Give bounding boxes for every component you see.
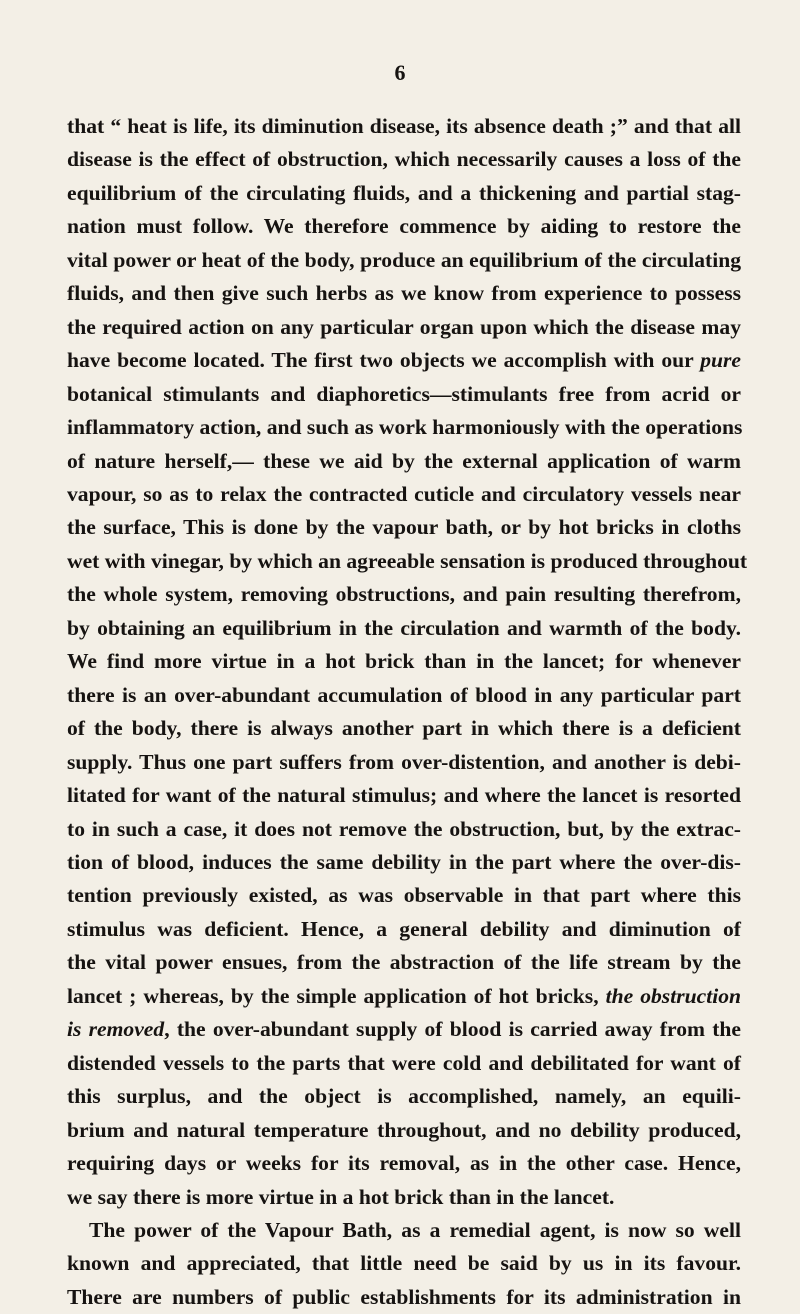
- text-line: [67, 746, 741, 779]
- text-run: equilibrium of the circulating fluids, and a thickening and partial stag-: [67, 180, 741, 205]
- text-line: [67, 1147, 741, 1180]
- text-line: [67, 1281, 741, 1314]
- text-run: the vital power ensues, from the abstraction of the life stream by the: [67, 950, 741, 975]
- text-run: brium and natural temperature throughout, and no debility produced,: [67, 1117, 741, 1142]
- page-number: 6: [394, 60, 406, 85]
- text-run: there is an over-abundant accumulation of blood in any particular part: [67, 682, 741, 707]
- text-line: [67, 210, 741, 243]
- text-run: the whole system, removing obstructions, and pain resulting therefrom,: [67, 582, 741, 607]
- text-run: The power of the Vapour Bath, as a remedial agent, is now so well: [89, 1217, 741, 1242]
- text-run: tention previously existed, as was observable in that part where this: [67, 883, 741, 908]
- text-run: stimulus was deficient. Hence, a general debility and diminution of: [67, 916, 741, 941]
- text-line: [67, 1114, 741, 1147]
- text-line: [67, 1214, 741, 1247]
- text-line: [67, 1247, 741, 1280]
- text-line: [67, 679, 741, 712]
- text-run: wet with vinegar, by which an agreeable sensation is produced throughout: [67, 548, 748, 573]
- text-line: [67, 143, 741, 176]
- text-line: [67, 879, 741, 912]
- text-line: [67, 980, 741, 1013]
- text-line: [67, 1013, 741, 1046]
- text-line: [67, 511, 741, 544]
- text-line: [67, 645, 741, 678]
- text-line: [67, 578, 741, 611]
- text-run: litated for want of the natural stimulus; and where the lancet is resorted: [67, 783, 741, 808]
- text-line: [67, 612, 741, 645]
- text-run: the surface, This is done by the vapour bath, or by hot bricks in cloths: [67, 515, 741, 540]
- text-line: [67, 712, 741, 745]
- text-line: [67, 344, 741, 377]
- text-run: of the body, there is always another part in which there is a deficient: [67, 716, 741, 741]
- text-run: to in such a case, it does not remove the obstruction, but, by the extrac-: [67, 816, 741, 841]
- text-line: [67, 311, 741, 344]
- text-line: [67, 244, 741, 277]
- text-line: [67, 545, 748, 578]
- text-run: inflammatory action, and such as work harmoniously with the operations: [67, 415, 743, 440]
- text-run: There are numbers of public establishments for its administration in: [67, 1284, 741, 1309]
- text-line: [67, 1047, 741, 1080]
- text-run: requiring days or weeks for its removal, as in the other case. Hence,: [67, 1151, 741, 1176]
- text-run: that “ heat is life, its diminution disease, its absence death ;” and that all: [67, 114, 741, 138]
- text-run: this surplus, and the object is accomplished, namely, an equili-: [67, 1084, 741, 1109]
- text-line: [67, 846, 741, 879]
- text-line: [67, 1080, 741, 1113]
- text-run: , the over-abundant supply of blood is carried away from the: [164, 1017, 741, 1042]
- text-run: We find more virtue in a hot brick than in the lancet; for whenever: [67, 649, 741, 674]
- text-run: the required action on any particular organ upon which the disease may: [67, 314, 741, 339]
- text-line: [67, 478, 741, 511]
- text-run: fluids, and then give such herbs as we know from experience to possess: [67, 281, 741, 306]
- text-line: [67, 110, 741, 143]
- italic-text: pure: [700, 348, 741, 373]
- text-run: botanical stimulants and diaphoretics—stimulants free from acrid or: [67, 381, 741, 406]
- text-line: [67, 779, 741, 812]
- text-run: lancet ; whereas, by the simple application of hot bricks,: [67, 983, 606, 1008]
- text-run: by obtaining an equilibrium in the circulation and warmth of the body.: [67, 615, 741, 640]
- text-run: have become located. The first two objects we accomplish with our: [67, 348, 701, 373]
- text-run: we say there is more virtue in a hot brick than in the lancet.: [67, 1184, 615, 1209]
- text-line: [67, 445, 741, 478]
- text-line: [67, 411, 741, 444]
- text-run: supply. Thus one part suffers from over-distention, and another is debi-: [67, 749, 741, 774]
- text-line: [67, 378, 741, 411]
- text-run: known and appreciated, that little need be said by us in its favour.: [67, 1251, 741, 1276]
- text-line: [67, 813, 741, 846]
- text-run: vapour, so as to relax the contracted cuticle and circulatory vessels near: [67, 481, 741, 506]
- text-run: nation must follow. We therefore commence by aiding to restore the: [67, 214, 741, 239]
- italic-text: the obstruction: [605, 983, 741, 1008]
- text-line: [67, 1181, 741, 1214]
- italic-text: is removed: [67, 1017, 165, 1042]
- text-run: distended vessels to the parts that were cold and debilitated for want of: [67, 1050, 741, 1075]
- text-line: [67, 177, 741, 210]
- text-run: disease is the effect of obstruction, which necessarily causes a loss of the: [67, 147, 741, 172]
- text-line: [67, 913, 741, 946]
- text-line: [67, 946, 741, 979]
- text-run: vital power or heat of the body, produce an equilibrium of the circulating: [67, 247, 741, 272]
- text-run: of nature herself,— these we aid by the external application of warm: [67, 448, 741, 473]
- body-text: [67, 110, 748, 1314]
- text-run: tion of blood, induces the same debility in the part where the over-dis-: [67, 849, 741, 874]
- text-line: [67, 277, 741, 310]
